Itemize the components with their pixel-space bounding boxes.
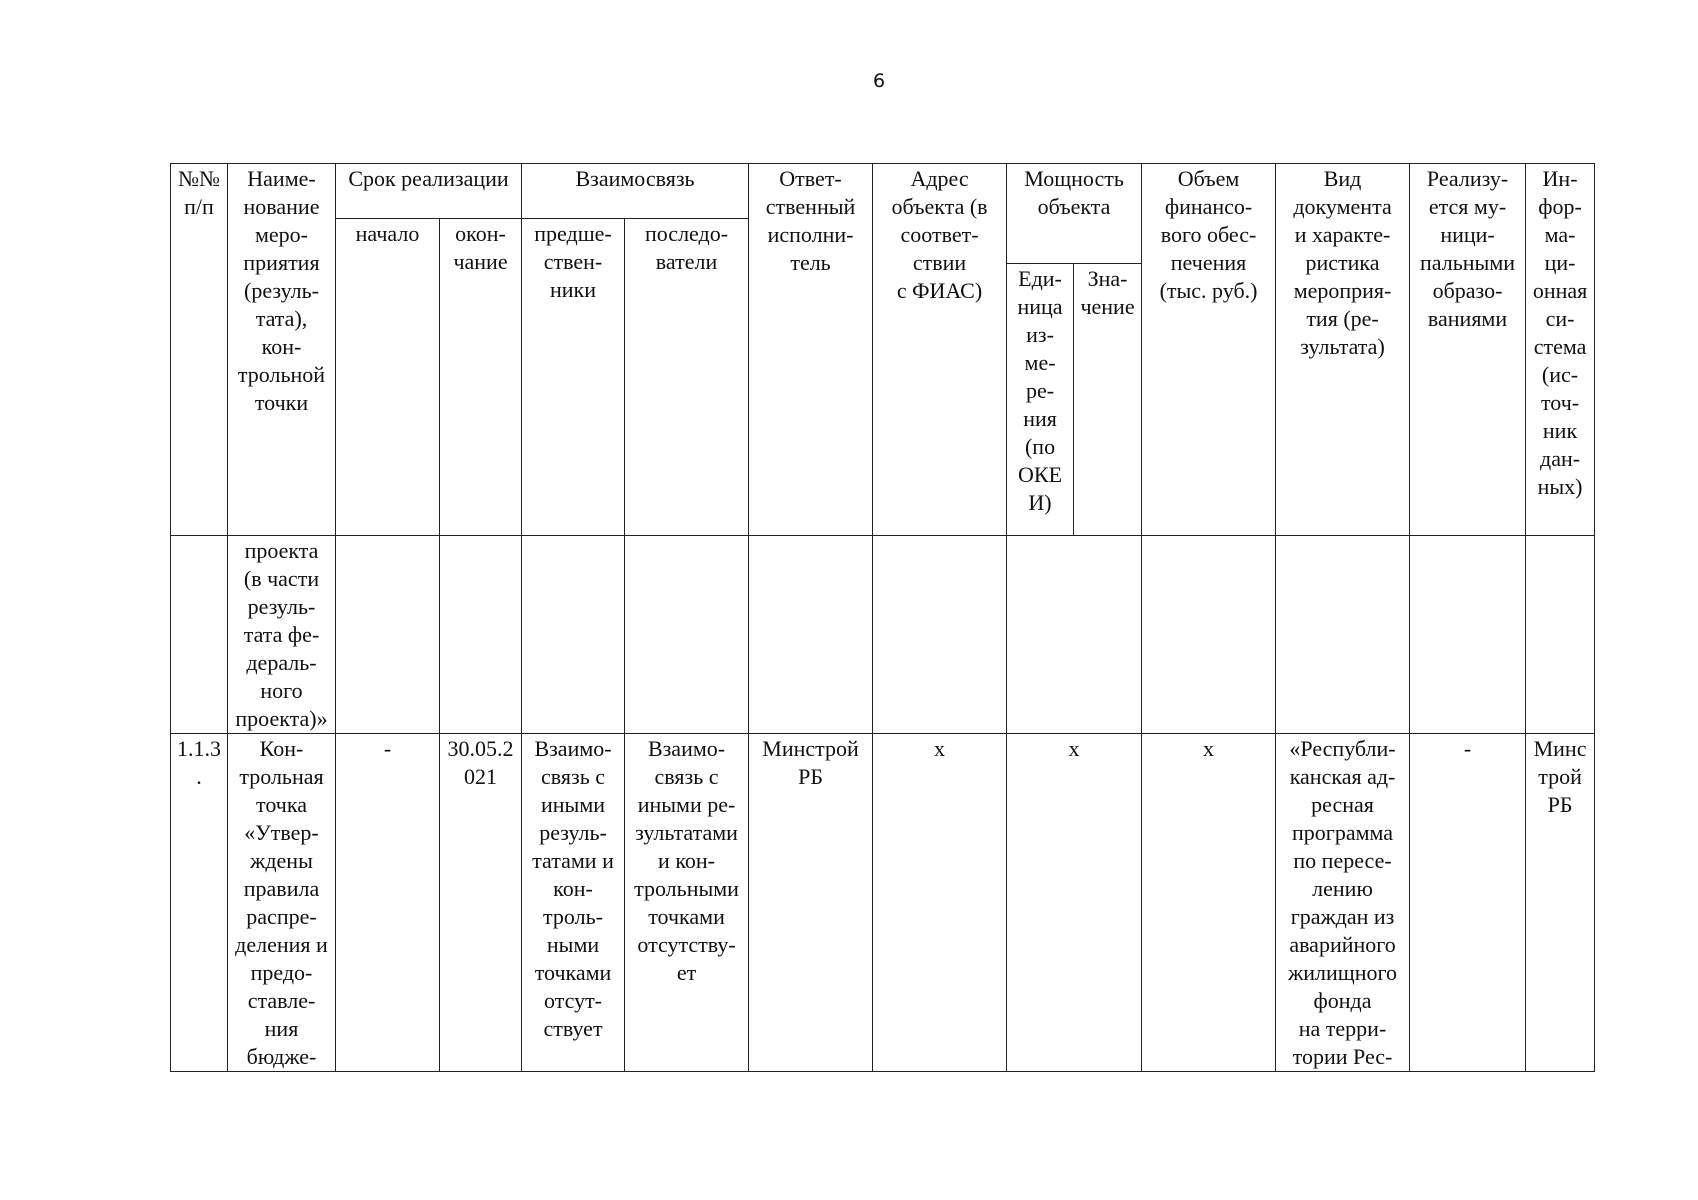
cell-next [625, 536, 749, 734]
col-header-term-end: окон- чание [440, 219, 522, 536]
cell-num: 1.1.3 . [171, 734, 228, 1072]
table-row-continuation [171, 536, 1595, 734]
cell-responsible: Минстрой РБ [749, 734, 873, 1072]
col-header-capacity: Мощность объекта [1007, 164, 1142, 264]
col-header-info-system: Ин- фор- ма- ци- онная си- стема (ис- точ- ник дан- ных) [1526, 164, 1595, 536]
table-row-1-1-3 [171, 734, 1595, 1072]
col-header-capacity-unit: Еди- ница из- ме- ре- ния (по ОКЕ И) [1007, 264, 1074, 536]
cell-municipal: - [1410, 734, 1526, 1072]
cell-finance: х [1142, 734, 1276, 1072]
cell-address: х [873, 734, 1007, 1072]
measures-table [170, 163, 1595, 1072]
cell-info-system [1526, 536, 1595, 734]
page-number: 6 [872, 70, 886, 92]
col-header-doc-type: Вид документа и характе- ристика мероприя- тия (ре- зультата) [1276, 164, 1410, 536]
cell-next: Взаимо- связь с иными ре- зультатами и кон- трольными точками отсутству- ет [625, 734, 749, 1072]
cell-capacity: х [1007, 734, 1142, 1072]
cell-capacity [1007, 536, 1142, 734]
cell-start: - [336, 734, 440, 1072]
cell-prev: Взаимо- связь с иными резуль- татами и кон- троль- ными точками отсут- ствует [522, 734, 625, 1072]
cell-address [873, 536, 1007, 734]
col-header-term-start: начало [336, 219, 440, 536]
col-header-link: Взаимосвязь [522, 164, 749, 219]
cell-end [440, 536, 522, 734]
cell-doc-type: «Республи- канская ад- ресная программа по пересе- лению граждан из аварийного жилищного фонда на терри- тории Рес- [1276, 734, 1410, 1072]
cell-prev [522, 536, 625, 734]
cell-finance [1142, 536, 1276, 734]
col-header-link-prev: предше- ствен- ники [522, 219, 625, 536]
col-header-term: Срок реализации [336, 164, 522, 219]
col-header-responsible: Ответ- ственный исполни- тель [749, 164, 873, 536]
cell-name: Кон- трольная точка «Утвер- ждены правила распре- деления и предо- ставле- ния бюдже- [228, 734, 336, 1072]
col-header-name: Наиме- нование меро- приятия (резуль- тата), кон- трольной точки [228, 164, 336, 536]
header-row [171, 164, 1595, 219]
col-header-address: Адрес объекта (в соответ- ствии с ФИАС) [873, 164, 1007, 536]
cell-num [171, 536, 228, 734]
col-header-capacity-value: Зна- чение [1074, 264, 1142, 536]
cell-doc-type [1276, 536, 1410, 734]
col-header-finance: Объем финансо- вого обес- печения (тыс. руб.) [1142, 164, 1276, 536]
cell-start [336, 536, 440, 734]
col-header-num: №№ п/п [171, 164, 228, 536]
col-header-municipal: Реализу- ется му- ници- пальными образо- ваниями [1410, 164, 1526, 536]
cell-end: 30.05.2 021 [440, 734, 522, 1072]
cell-info-system: Минс трой РБ [1526, 734, 1595, 1072]
col-header-link-next: последо- ватели [625, 219, 749, 536]
cell-responsible [749, 536, 873, 734]
cell-municipal [1410, 536, 1526, 734]
cell-name: проекта (в части резуль- тата фе- дераль- ного проекта)» [228, 536, 336, 734]
